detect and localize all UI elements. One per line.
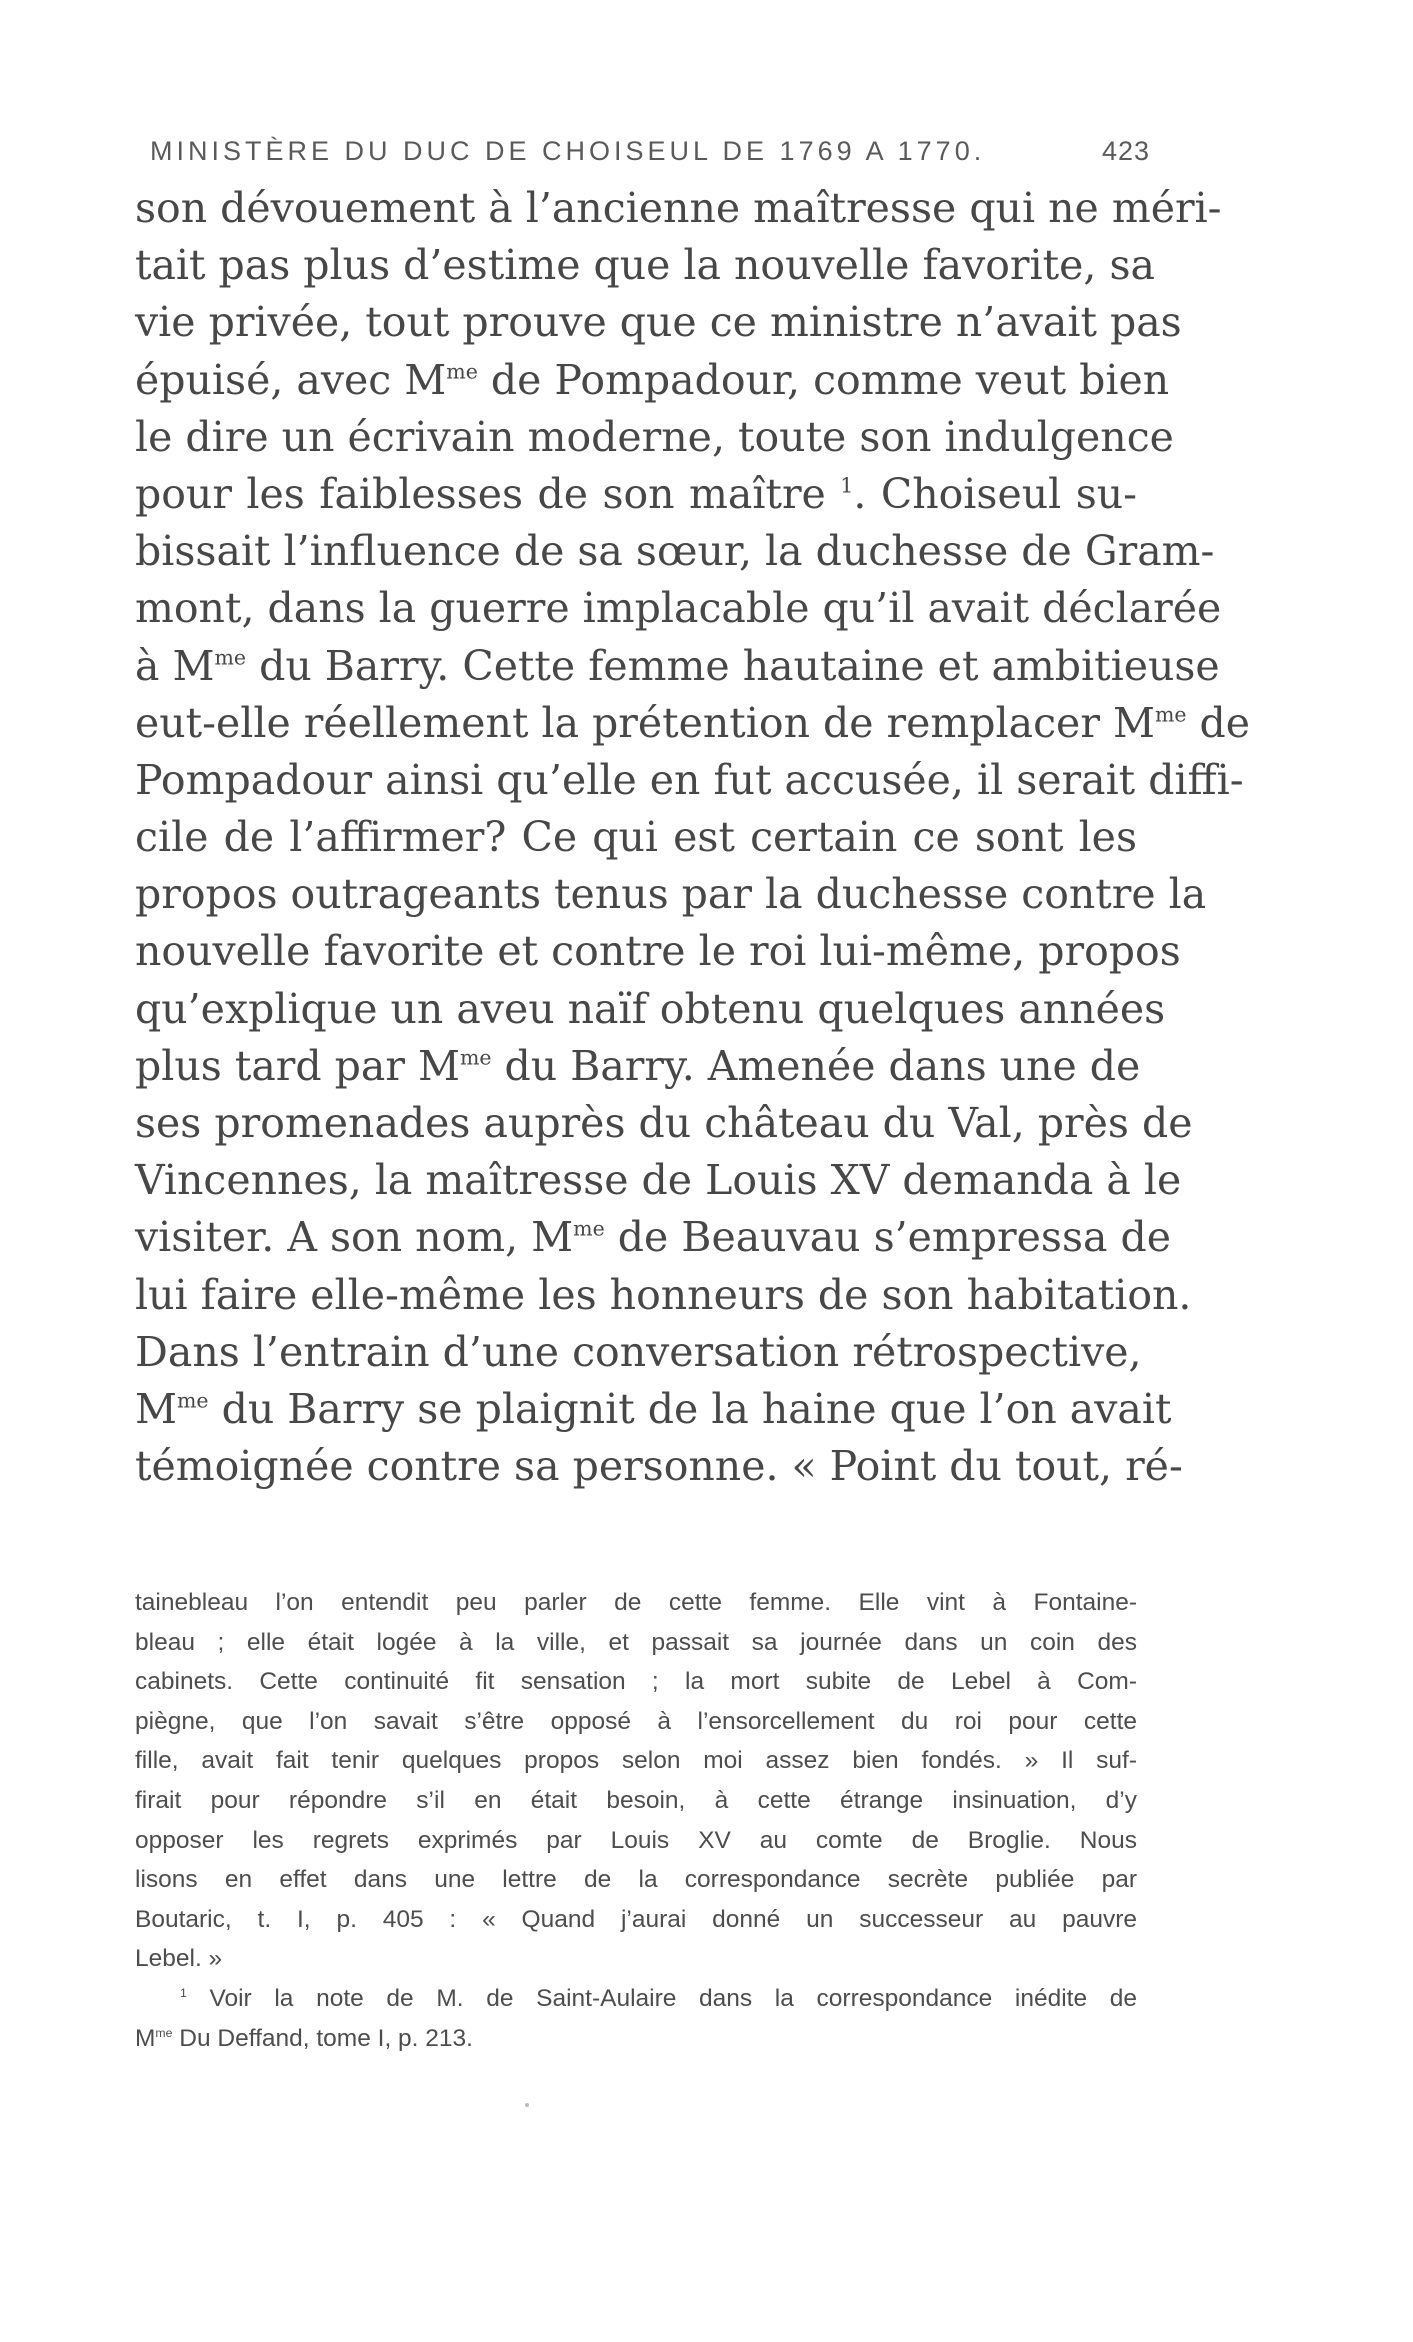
text-line: Pompadour ainsi qu’elle en fut accusée, il serait diffi-: [135, 755, 1244, 804]
text-line: plus tard par $M^{me}$ du Barry. Amenée dans une de: [135, 1041, 1141, 1090]
text-line: cile de l’affirmer? Ce qui est certain ce sont les: [135, 813, 1137, 862]
text-line: lui faire elle-même les honneurs de son habitation.: [135, 1270, 1192, 1319]
paper-speck: [525, 2103, 529, 2107]
footnote-line: opposer les regrets exprimés par Louis XV au comte de Broglie. Nous: [135, 1826, 1137, 1854]
text-line: pour les faiblesses de son maître $^1$. Choiseul su-: [135, 469, 1138, 518]
text-line: eut-elle réellement la prétention de remplacer $M^{me}$ de: [135, 698, 1251, 747]
text-line: son dévouement à l’ancienne maîtresse qui ne méri-: [135, 184, 1222, 232]
footnote-line: bleau ; elle était logée à la ville, et passait sa journée dans un coin des: [135, 1628, 1137, 1656]
footnote-line: firait pour répondre s’il en était besoin, à cette étrange insinuation, d’y: [135, 1786, 1137, 1814]
footnote-line: $M^{me}$ Du Deffand, tome I, p. 213.: [135, 2024, 473, 2052]
text-line: Vincennes, la maîtresse de Louis XV demanda à le: [135, 1156, 1182, 1205]
footnotes: [135, 1583, 1137, 2058]
main-text: [135, 180, 1251, 1495]
footnote-line: Lebel. »: [135, 1945, 223, 1973]
text-line: bissait l’influence de sa sœur, la duchesse de Gram-: [135, 527, 1215, 576]
text-line: propos outrageants tenus par la duchesse contre la: [135, 870, 1207, 919]
text-line: Dans l’entrain d’une conversation rétrospective,: [135, 1327, 1142, 1376]
text-line: $M^{me}$ du Barry se plaignit de la haine que l’on avait: [135, 1384, 1172, 1433]
text-line: épuisé, avec $M^{me}$ de Pompadour, comme veut bien: [135, 355, 1170, 404]
text-line: ses promenades auprès du château du Val, près de: [135, 1099, 1193, 1147]
footnote-line: lisons en effet dans une lettre de la correspondance secrète publiée par: [135, 1866, 1137, 1894]
text-line: vie privée, tout prouve que ce ministre n’avait pas: [135, 298, 1182, 347]
text-line: témoignée contre sa personne. « Point du tout, ré-: [135, 1442, 1183, 1491]
running-header: [150, 136, 1150, 167]
text-line: le dire un écrivain moderne, toute son indulgence: [135, 412, 1174, 461]
footnote-line: piègne, que l’on savait s’être opposé à l’ensorcellement du roi pour cette: [135, 1707, 1137, 1735]
footnote-line: fille, avait fait tenir quelques propos selon moi assez bien fondés. » Il suf-: [135, 1747, 1137, 1775]
text-line: qu’explique un aveu naïf obtenu quelques années: [135, 984, 1166, 1033]
text-line: tait pas plus d’estime que la nouvelle favorite, sa: [135, 241, 1155, 290]
footnote-line: $^1$ Voir la note de M. de Saint-Aulaire dans la correspondance inédite de: [180, 1984, 1137, 2012]
text-line: à $M^{me}$ du Barry. Cette femme hautaine et ambitieuse: [135, 641, 1220, 690]
text-line: nouvelle favorite et contre le roi lui-même, propos: [135, 927, 1181, 976]
footnote-line: cabinets. Cette continuité fit sensation ; la mort subite de Lebel à Com-: [135, 1668, 1137, 1696]
running-title: MINISTÈRE DU DUC DE CHOISEUL DE 1769 A 1770.: [150, 136, 986, 166]
footnote-line: tainebleau l’on entendit peu parler de cette femme. Elle vint à Fontaine-: [135, 1589, 1137, 1616]
text-line: visiter. A son nom, $M^{me}$ de Beauvau s’empressa de: [135, 1213, 1171, 1262]
text-line: mont, dans la guerre implacable qu’il avait déclarée: [135, 584, 1222, 633]
footnote-line: Boutaric, t. I, p. 405 : « Quand j’aurai donné un successeur au pauvre: [135, 1905, 1137, 1933]
page-number: 423: [1101, 136, 1150, 166]
